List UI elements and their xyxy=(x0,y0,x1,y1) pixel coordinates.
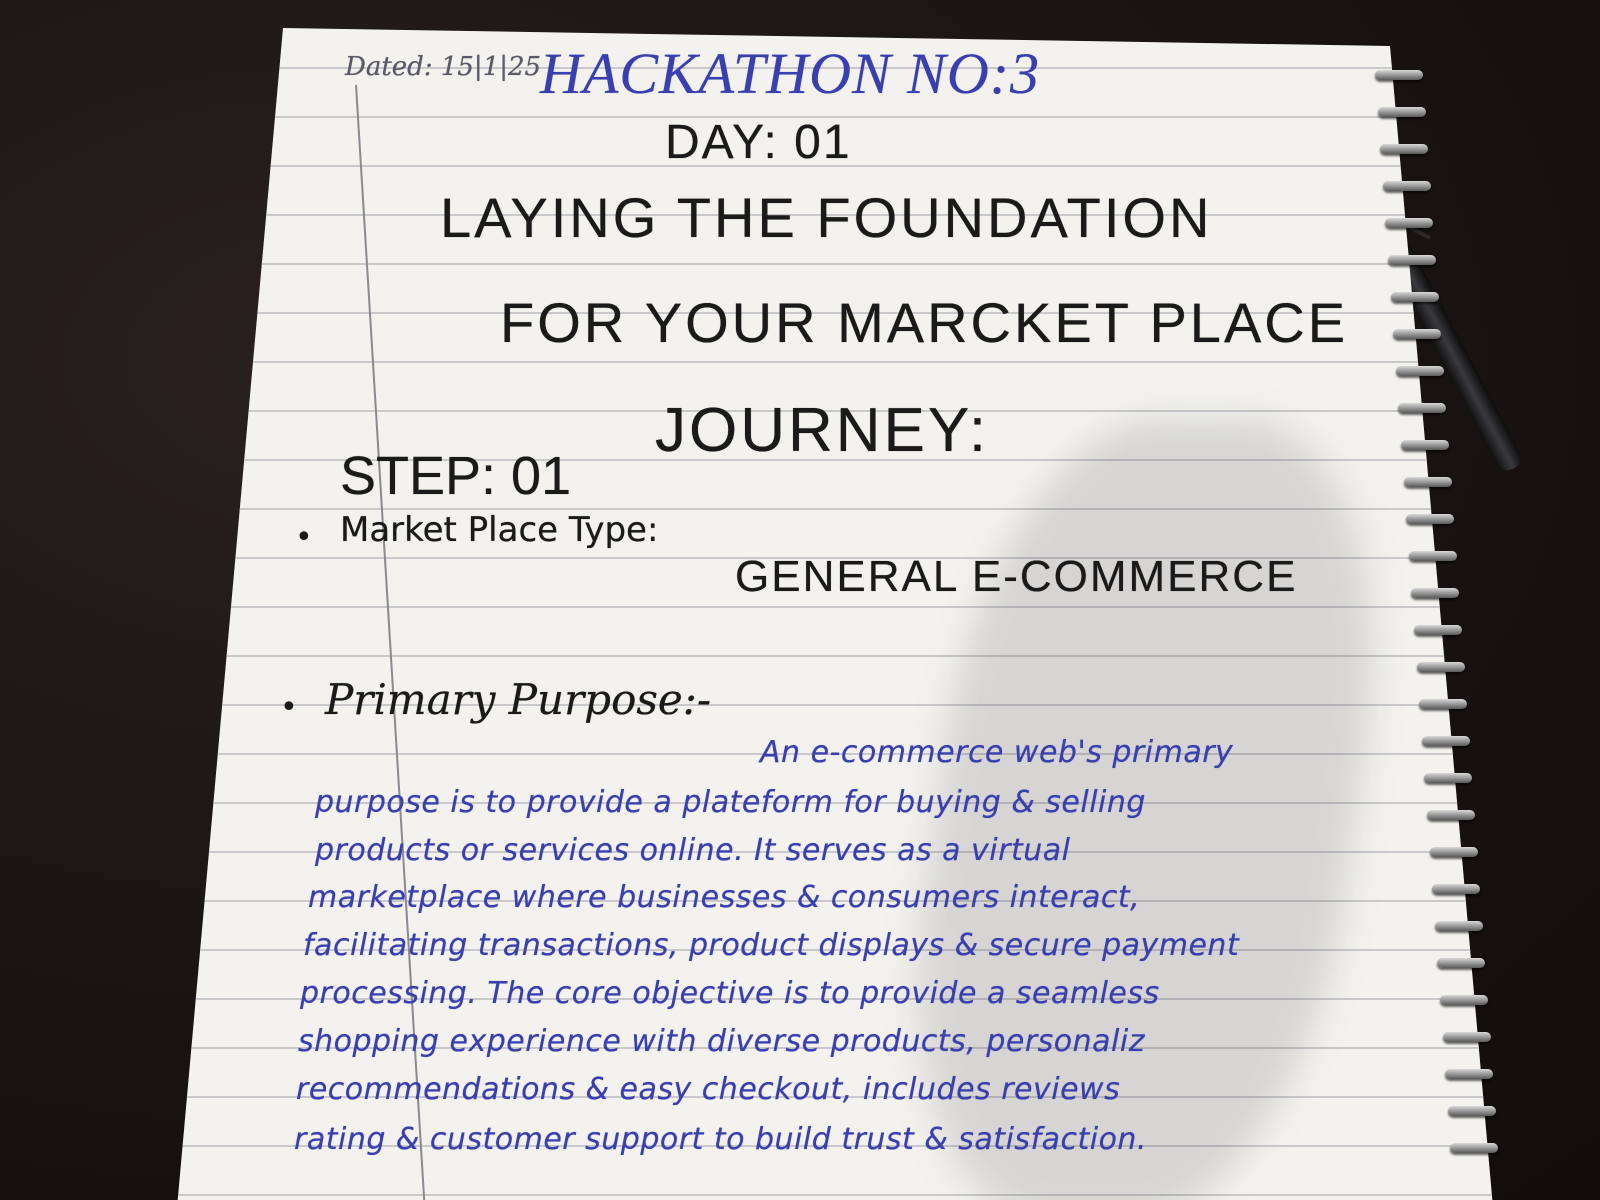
spiral-coil xyxy=(1411,588,1459,598)
purpose-line: processing. The core objective is to provide a seamless xyxy=(300,976,1160,1011)
spiral-coil xyxy=(1391,292,1439,302)
spiral-coil xyxy=(1424,773,1472,783)
spiral-coil xyxy=(1404,477,1452,487)
purpose-line: products or services online. It serves as a virtual xyxy=(315,833,1071,868)
bullet-marker: • xyxy=(280,690,298,725)
marketplace-type-value: GENERAL E-COMMERCE xyxy=(735,552,1298,601)
spiral-coil xyxy=(1419,699,1467,709)
spiral-coil xyxy=(1378,107,1426,117)
spiral-coil xyxy=(1417,662,1465,672)
spiral-coil xyxy=(1401,440,1449,450)
purpose-line: marketplace where businesses & consumers interact, xyxy=(308,880,1141,915)
spiral-coil xyxy=(1445,1069,1493,1079)
purpose-line: recommendations & easy checkout, includes reviews xyxy=(296,1072,1121,1107)
spiral-coil xyxy=(1409,551,1457,561)
purpose-line: shopping experience with diverse products, personaliz xyxy=(298,1024,1145,1059)
event-title: HACKATHON NO:3 xyxy=(540,41,1041,106)
day-label: DAY: 01 xyxy=(665,116,852,169)
page-title-line-3: JOURNEY: xyxy=(655,396,990,465)
spiral-coil xyxy=(1448,1106,1496,1116)
primary-purpose-label: Primary Purpose:- xyxy=(325,675,712,724)
spiral-coil xyxy=(1385,218,1433,228)
bullet-marker: • xyxy=(295,520,313,555)
spiral-coil xyxy=(1406,514,1454,524)
spiral-coil xyxy=(1396,366,1444,376)
spiral-coil xyxy=(1437,958,1485,968)
spiral-coil xyxy=(1393,329,1441,339)
spiral-binding xyxy=(1375,70,1495,1200)
page-title-line-2: FOR YOUR MARCKET PLACE xyxy=(500,291,1349,354)
date-label: Dated: 15|1|25 xyxy=(345,52,542,82)
purpose-line: facilitating transactions, product displays & secure payment xyxy=(303,928,1240,963)
spiral-coil xyxy=(1380,144,1428,154)
spiral-coil xyxy=(1414,625,1462,635)
spiral-coil xyxy=(1383,181,1431,191)
spiral-coil xyxy=(1398,403,1446,413)
spiral-coil xyxy=(1432,884,1480,894)
spiral-coil xyxy=(1427,810,1475,820)
page-title-line-1: LAYING THE FOUNDATION xyxy=(440,186,1213,249)
spiral-coil xyxy=(1375,70,1423,80)
spiral-coil xyxy=(1388,255,1436,265)
spiral-coil xyxy=(1430,847,1478,857)
step-label: STEP: 01 xyxy=(340,446,572,506)
spiral-coil xyxy=(1422,736,1470,746)
purpose-line: purpose is to provide a plateform for buying & selling xyxy=(315,785,1146,820)
purpose-line: rating & customer support to build trust & satisfaction. xyxy=(294,1122,1147,1157)
spiral-coil xyxy=(1450,1143,1498,1153)
spiral-coil xyxy=(1435,921,1483,931)
marketplace-type-label: Market Place Type: xyxy=(340,510,659,550)
spiral-coil xyxy=(1440,995,1488,1005)
spiral-coil xyxy=(1443,1032,1491,1042)
purpose-line: An e-commerce web's primary xyxy=(760,735,1234,770)
